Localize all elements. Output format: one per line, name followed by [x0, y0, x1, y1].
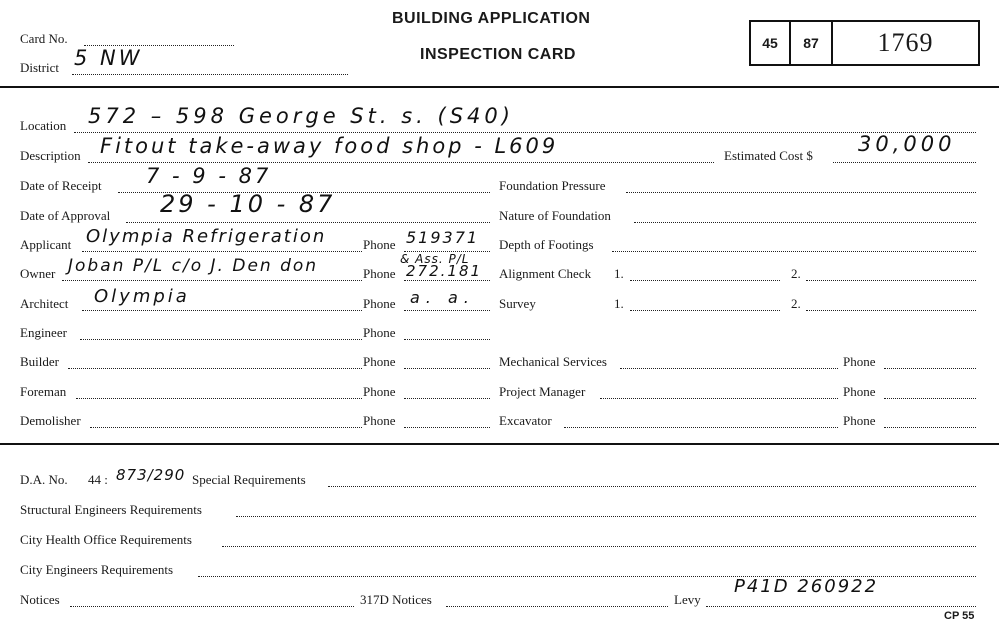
card-no-label: Card No. [20, 31, 68, 46]
box-cell-a: 45 [751, 22, 791, 64]
architect-value: Olympia [94, 286, 190, 307]
date-receipt-label: Date of Receipt [20, 178, 102, 193]
architect-phone-line [404, 310, 490, 311]
applicant-value: Olympia Refrigeration [86, 226, 327, 247]
card-title-line1: BUILDING APPLICATION [392, 10, 591, 27]
survey-1-line [630, 310, 780, 311]
owner-phone-label: Phone [363, 266, 396, 281]
builder-phone-label: Phone [363, 354, 396, 369]
nature-foundation-label: Nature of Foundation [499, 208, 611, 223]
city-engineers-label: City Engineers Requirements [20, 562, 174, 577]
notices-317d-label: 317D Notices [360, 592, 432, 607]
demolisher-label: Demolisher [20, 413, 81, 428]
box-cell-b: 87 [791, 22, 833, 64]
engineer-phone-label: Phone [363, 325, 396, 340]
excavator-label: Excavator [499, 413, 552, 428]
depth-footings-label: Depth of Footings [499, 237, 594, 252]
location-line [74, 132, 976, 133]
mechanical-phone-label: Phone [843, 354, 876, 369]
card-title-line2: INSPECTION CARD [420, 46, 576, 63]
structural-line [236, 516, 976, 517]
excavator-phone-label: Phone [843, 413, 876, 428]
mechanical-line [620, 368, 838, 369]
da-no-prefix: 44 : [88, 472, 108, 487]
special-requirements-line [328, 486, 976, 487]
box-card-number: 1769 [877, 28, 934, 57]
district-label: District [20, 60, 59, 75]
engineer-phone-line [404, 339, 490, 340]
owner-phone-line [404, 280, 490, 281]
owner-phone-value: 272.181 [406, 262, 483, 280]
notices-label: Notices [20, 592, 60, 607]
owner-value: Joban P/L c/o J. Den don [68, 256, 319, 276]
requirements-divider [0, 443, 999, 445]
applicant-label: Applicant [20, 237, 72, 252]
description-line [88, 162, 714, 163]
form-code: CP 55 [944, 610, 975, 622]
builder-line [68, 368, 362, 369]
applicant-phone-label: Phone [363, 237, 396, 252]
estimated-cost-value: 30,000 [858, 132, 956, 156]
alignment-check-2: 2. [791, 266, 801, 281]
engineer-line [80, 339, 362, 340]
nature-foundation-line [634, 222, 976, 223]
date-receipt-value: 7 - 9 - 87 [146, 164, 272, 188]
excavator-line [564, 427, 838, 428]
date-approval-line [126, 222, 490, 223]
excavator-phone-line [884, 427, 976, 428]
owner-value-extra: & Ass. P/L [400, 252, 470, 266]
foundation-pressure-line [626, 192, 976, 193]
date-approval-label: Date of Approval [20, 208, 111, 223]
owner-label: Owner [20, 266, 56, 281]
description-value: Fitout take-away food shop - L609 [100, 134, 559, 158]
da-no-value: 873/290 [116, 466, 186, 484]
demolisher-phone-line [404, 427, 490, 428]
card-number-box [749, 20, 980, 66]
notices-317d-line [446, 606, 668, 607]
foreman-line [76, 398, 362, 399]
alignment-check-1: 1. [614, 266, 624, 281]
survey-2-line [806, 310, 976, 311]
survey-label: Survey [499, 296, 536, 311]
depth-footings-line [612, 251, 976, 252]
structural-label: Structural Engineers Requirements [20, 502, 202, 517]
description-label: Description [20, 148, 81, 163]
engineer-label: Engineer [20, 325, 67, 340]
levy-line [706, 606, 976, 607]
health-label: City Health Office Requirements [20, 532, 192, 547]
architect-label: Architect [20, 296, 69, 311]
owner-line [62, 280, 362, 281]
foreman-label: Foreman [20, 384, 67, 399]
foreman-phone-label: Phone [363, 384, 396, 399]
location-label: Location [20, 118, 67, 133]
applicant-phone-value: 519371 [406, 228, 480, 247]
builder-phone-line [404, 368, 490, 369]
architect-line [82, 310, 362, 311]
estimated-cost-line [833, 162, 976, 163]
levy-label: Levy [674, 592, 701, 607]
mechanical-label: Mechanical Services [499, 354, 607, 369]
builder-label: Builder [20, 354, 59, 369]
health-line [222, 546, 976, 547]
district-value: 5 NW [74, 46, 143, 70]
alignment-check-label: Alignment Check [499, 266, 592, 281]
notices-line [70, 606, 354, 607]
architect-phone-value: a. a. [410, 288, 475, 307]
foreman-phone-line [404, 398, 490, 399]
estimated-cost-label: Estimated Cost $ [724, 148, 813, 163]
date-approval-value: 29 - 10 - 87 [160, 190, 336, 218]
project-manager-phone-label: Phone [843, 384, 876, 399]
survey-1: 1. [614, 296, 624, 311]
project-manager-line [600, 398, 838, 399]
alignment-check-2-line [806, 280, 976, 281]
alignment-check-1-line [630, 280, 780, 281]
demolisher-phone-label: Phone [363, 413, 396, 428]
levy-value: P41D 260922 [734, 576, 879, 597]
mechanical-phone-line [884, 368, 976, 369]
header-divider [0, 86, 999, 88]
location-value: 572 – 598 George St. s. (S40) [88, 104, 514, 128]
applicant-line [82, 251, 362, 252]
demolisher-line [90, 427, 362, 428]
project-manager-label: Project Manager [499, 384, 586, 399]
da-no-label: D.A. No. [20, 472, 68, 487]
project-manager-phone-line [884, 398, 976, 399]
foundation-pressure-label: Foundation Pressure [499, 178, 606, 193]
district-line [72, 74, 348, 75]
survey-2: 2. [791, 296, 801, 311]
special-requirements-label: Special Requirements [192, 472, 306, 487]
architect-phone-label: Phone [363, 296, 396, 311]
